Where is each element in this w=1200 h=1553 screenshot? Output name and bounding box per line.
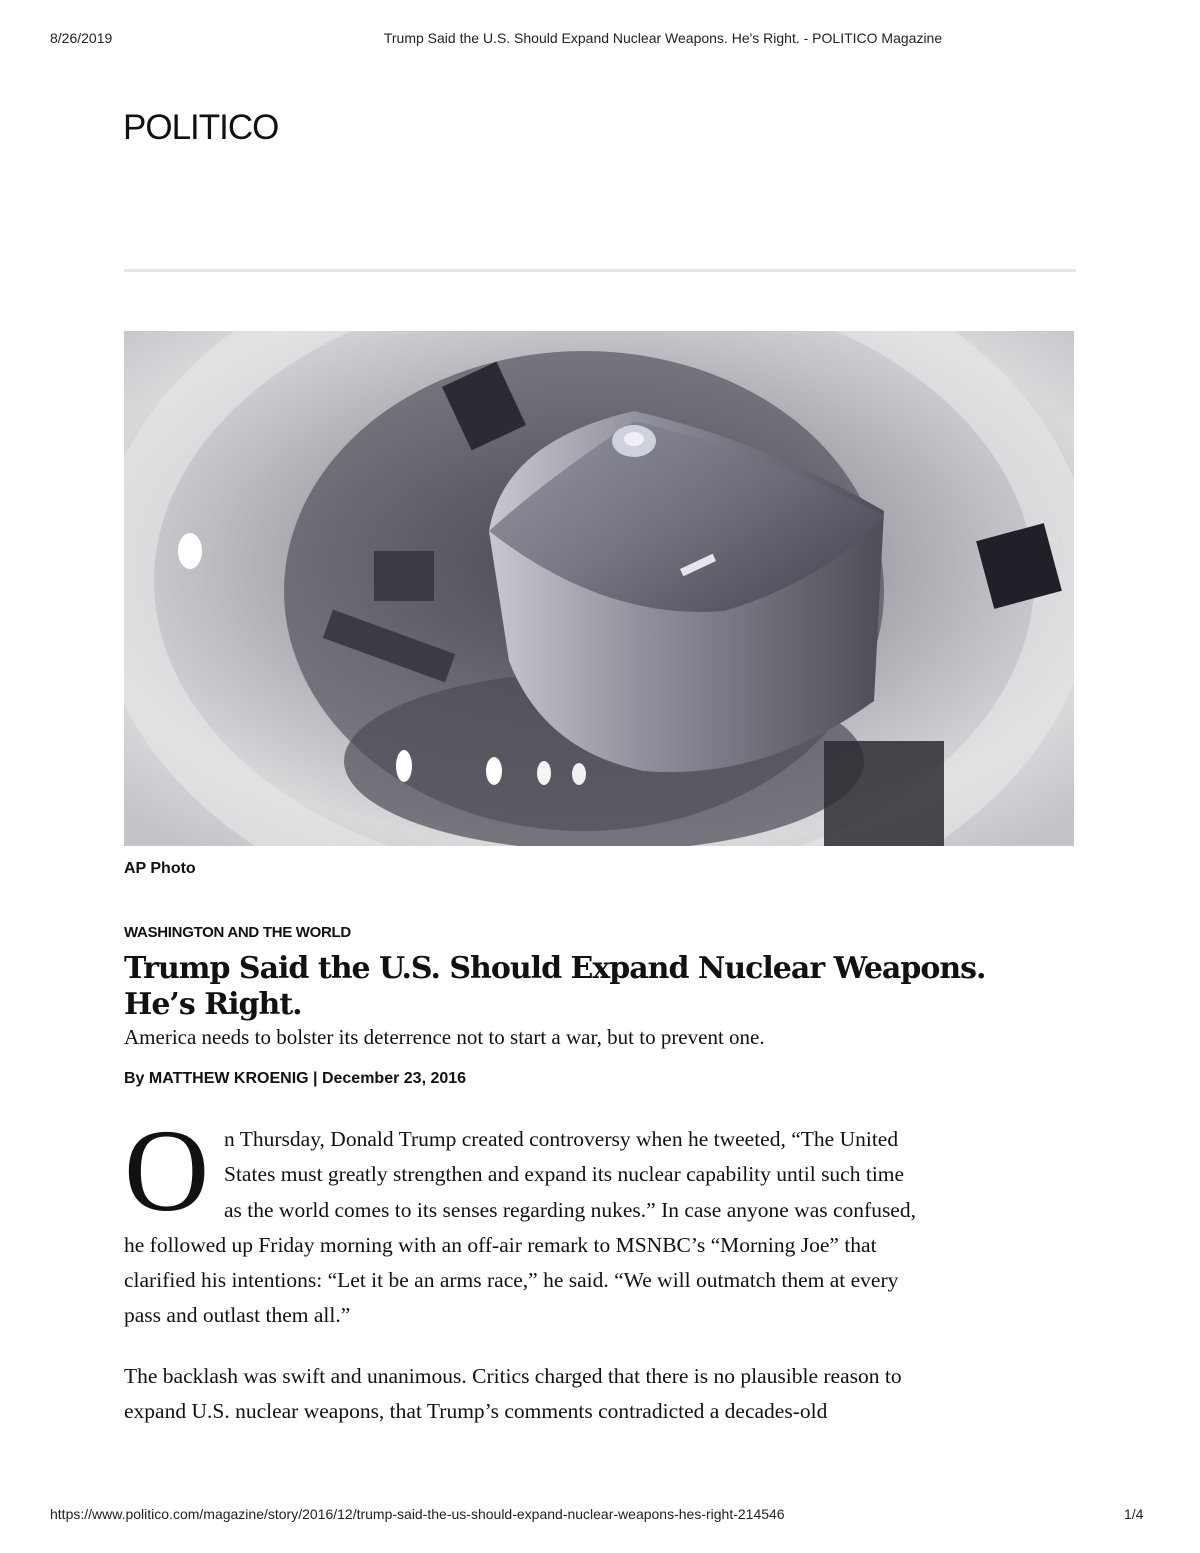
print-page-title: Trump Said the U.S. Should Expand Nuclear Weapons. He's Right. - POLITICO Magazine (383, 30, 943, 46)
article-paragraph-1 (124, 1122, 1084, 1334)
hero-image (124, 331, 1074, 846)
print-date: 8/26/2019 (50, 30, 113, 46)
missile-silo-image (124, 331, 1074, 846)
print-page-number: 1/4 (1124, 1506, 1144, 1522)
print-url[interactable]: https://www.politico.com/magazine/story/2016/12/trump-said-the-us-should-expand-nuclear-weapons-hes-right-214546 (50, 1506, 785, 1522)
politico-logo[interactable]: POLITICO (123, 108, 279, 147)
section-label[interactable]: WASHINGTON AND THE WORLD (124, 924, 351, 941)
paragraph-line: he followed up Friday morning with an off-air remark to MSNBC’s “Morning Joe” that (124, 1232, 877, 1257)
headline-line-2: He’s Right. (124, 987, 302, 1022)
print-header (0, 30, 1200, 50)
paragraph-line: pass and outlast them all.” (124, 1303, 351, 1328)
headline-line-1: Trump Said the U.S. Should Expand Nuclear Weapons. (124, 951, 986, 986)
article-dek: America needs to bolster its deterrence not to start a war, but to prevent one. (124, 1025, 765, 1049)
drop-cap: O (124, 1105, 210, 1236)
article-paragraph-2 (124, 1359, 1084, 1430)
paragraph-line: clarified his intentions: “Let it be an arms race,” he said. “We will outmatch them at every (124, 1268, 899, 1293)
article-byline: By MATTHEW KROENIG | December 23, 2016 (124, 1070, 467, 1087)
photo-caption: AP Photo (124, 860, 196, 877)
paragraph-line: expand U.S. nuclear weapons, that Trump’s comments contradicted a decades-old (124, 1399, 828, 1424)
header-divider (124, 269, 1076, 272)
paragraph-line: The backlash was swift and unanimous. Critics charged that there is no plausible reason to (124, 1364, 902, 1388)
paragraph-line: n Thursday, Donald Trump created controversy when he tweeted, “The United (224, 1127, 899, 1151)
paragraph-line: States must greatly strengthen and expand its nuclear capability until such time (224, 1162, 905, 1187)
paragraph-line: as the world comes to its senses regarding nukes.” In case anyone was confused, (224, 1197, 916, 1222)
article-headline (124, 951, 1074, 1023)
